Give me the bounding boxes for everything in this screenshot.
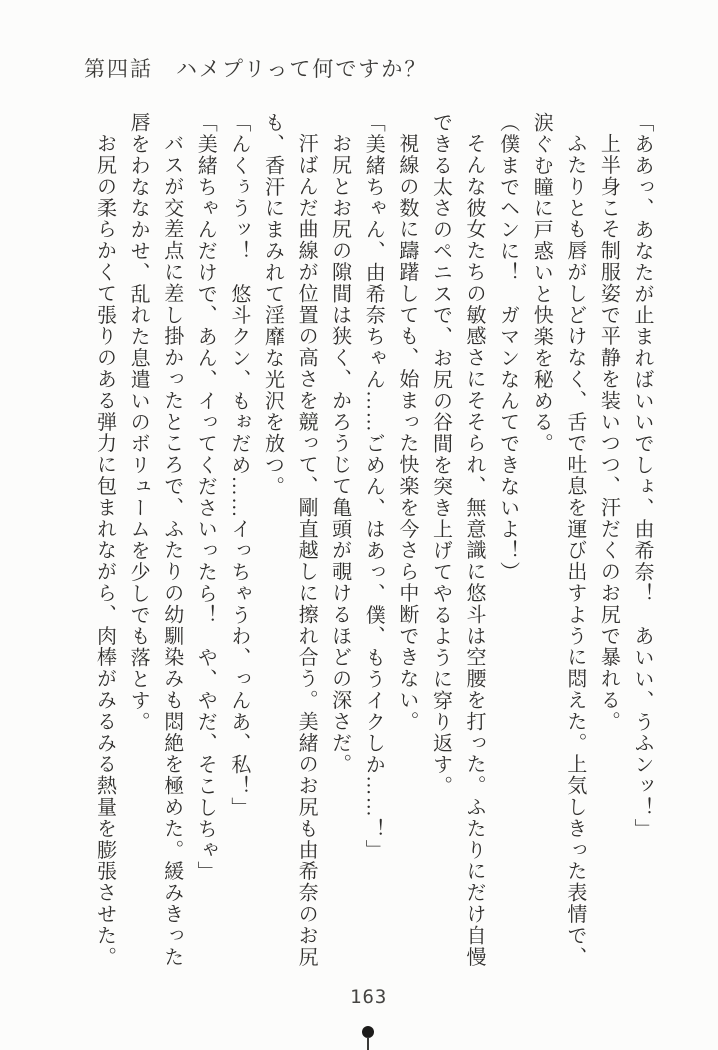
text-line: お尻の柔らかくて張りのある弾力に包まれながら、肉棒がみるみる熱量を膨張させた。: [93, 133, 116, 968]
text-line: 視線の数に躊躇しても、始まった快楽を今さら中断できない。: [395, 133, 418, 733]
text-line: 「んくぅうッ！ 悠斗クン、もぉだめ……イっちゃうわ、っんあ、私！」: [227, 112, 250, 819]
text-line: 「美緒ちゃん、由希奈ちゃん……ごめん、はあっ、僕、もうイクしか……！」: [362, 112, 385, 861]
text-line: 涙ぐむ瞳に戸惑いと快楽を秘める。: [530, 112, 553, 455]
body-text: [86, 112, 658, 1004]
text-line: （僕までヘンに！ ガマンなんてできないよ！）: [496, 112, 519, 583]
text-line: そんな彼女たちの敏感さにそそられ、無意識に悠斗は空腰を打った。ふたりにだけ自慢: [463, 133, 486, 968]
text-line: ふたりとも唇がしどけなく、舌で吐息を運び出すように悶えた。上気しきった表情で、: [563, 133, 586, 968]
text-line: 「美緒ちゃんだけで、あん、イってくださいったら！ や、やだ、そこしちゃ」: [194, 112, 217, 883]
text-line: 汗ばんだ曲線が位置の高さを競って、剛直越しに擦れ合う。美緒のお尻も由希奈のお尻: [295, 133, 318, 968]
text-line: も、香汗にまみれて淫靡な光沢を放つ。: [261, 112, 284, 498]
text-line: お尻とお尻の隙間は狭く、かろうじて亀頭が覗けるほどの深さだ。: [328, 133, 351, 776]
text-line: バスが交差点に差し掛かったところで、ふたりの幼馴染みも悶絶を極めた。緩みきった: [160, 133, 183, 968]
chapter-header: 第四話 ハメプリって何ですか？: [84, 57, 428, 81]
cursor-marker: [362, 1026, 374, 1050]
cursor-stem: [367, 1037, 369, 1050]
text-line: できる太さのペニスで、お尻の谷間を突き上げてやるように穿り返す。: [429, 112, 452, 797]
text-line: 唇をわななかせ、乱れた息遣いのボリュームを少しでも落とす。: [127, 112, 150, 733]
text-line: 「ああっ、あなたが止まればいいでしょ、由希奈！ あいい、うふンッ！」: [631, 112, 653, 840]
page-number: 163: [350, 986, 388, 1008]
text-line: 上半身こそ制服姿で平静を装いつつ、汗だくのお尻で暴れる。: [597, 133, 620, 733]
